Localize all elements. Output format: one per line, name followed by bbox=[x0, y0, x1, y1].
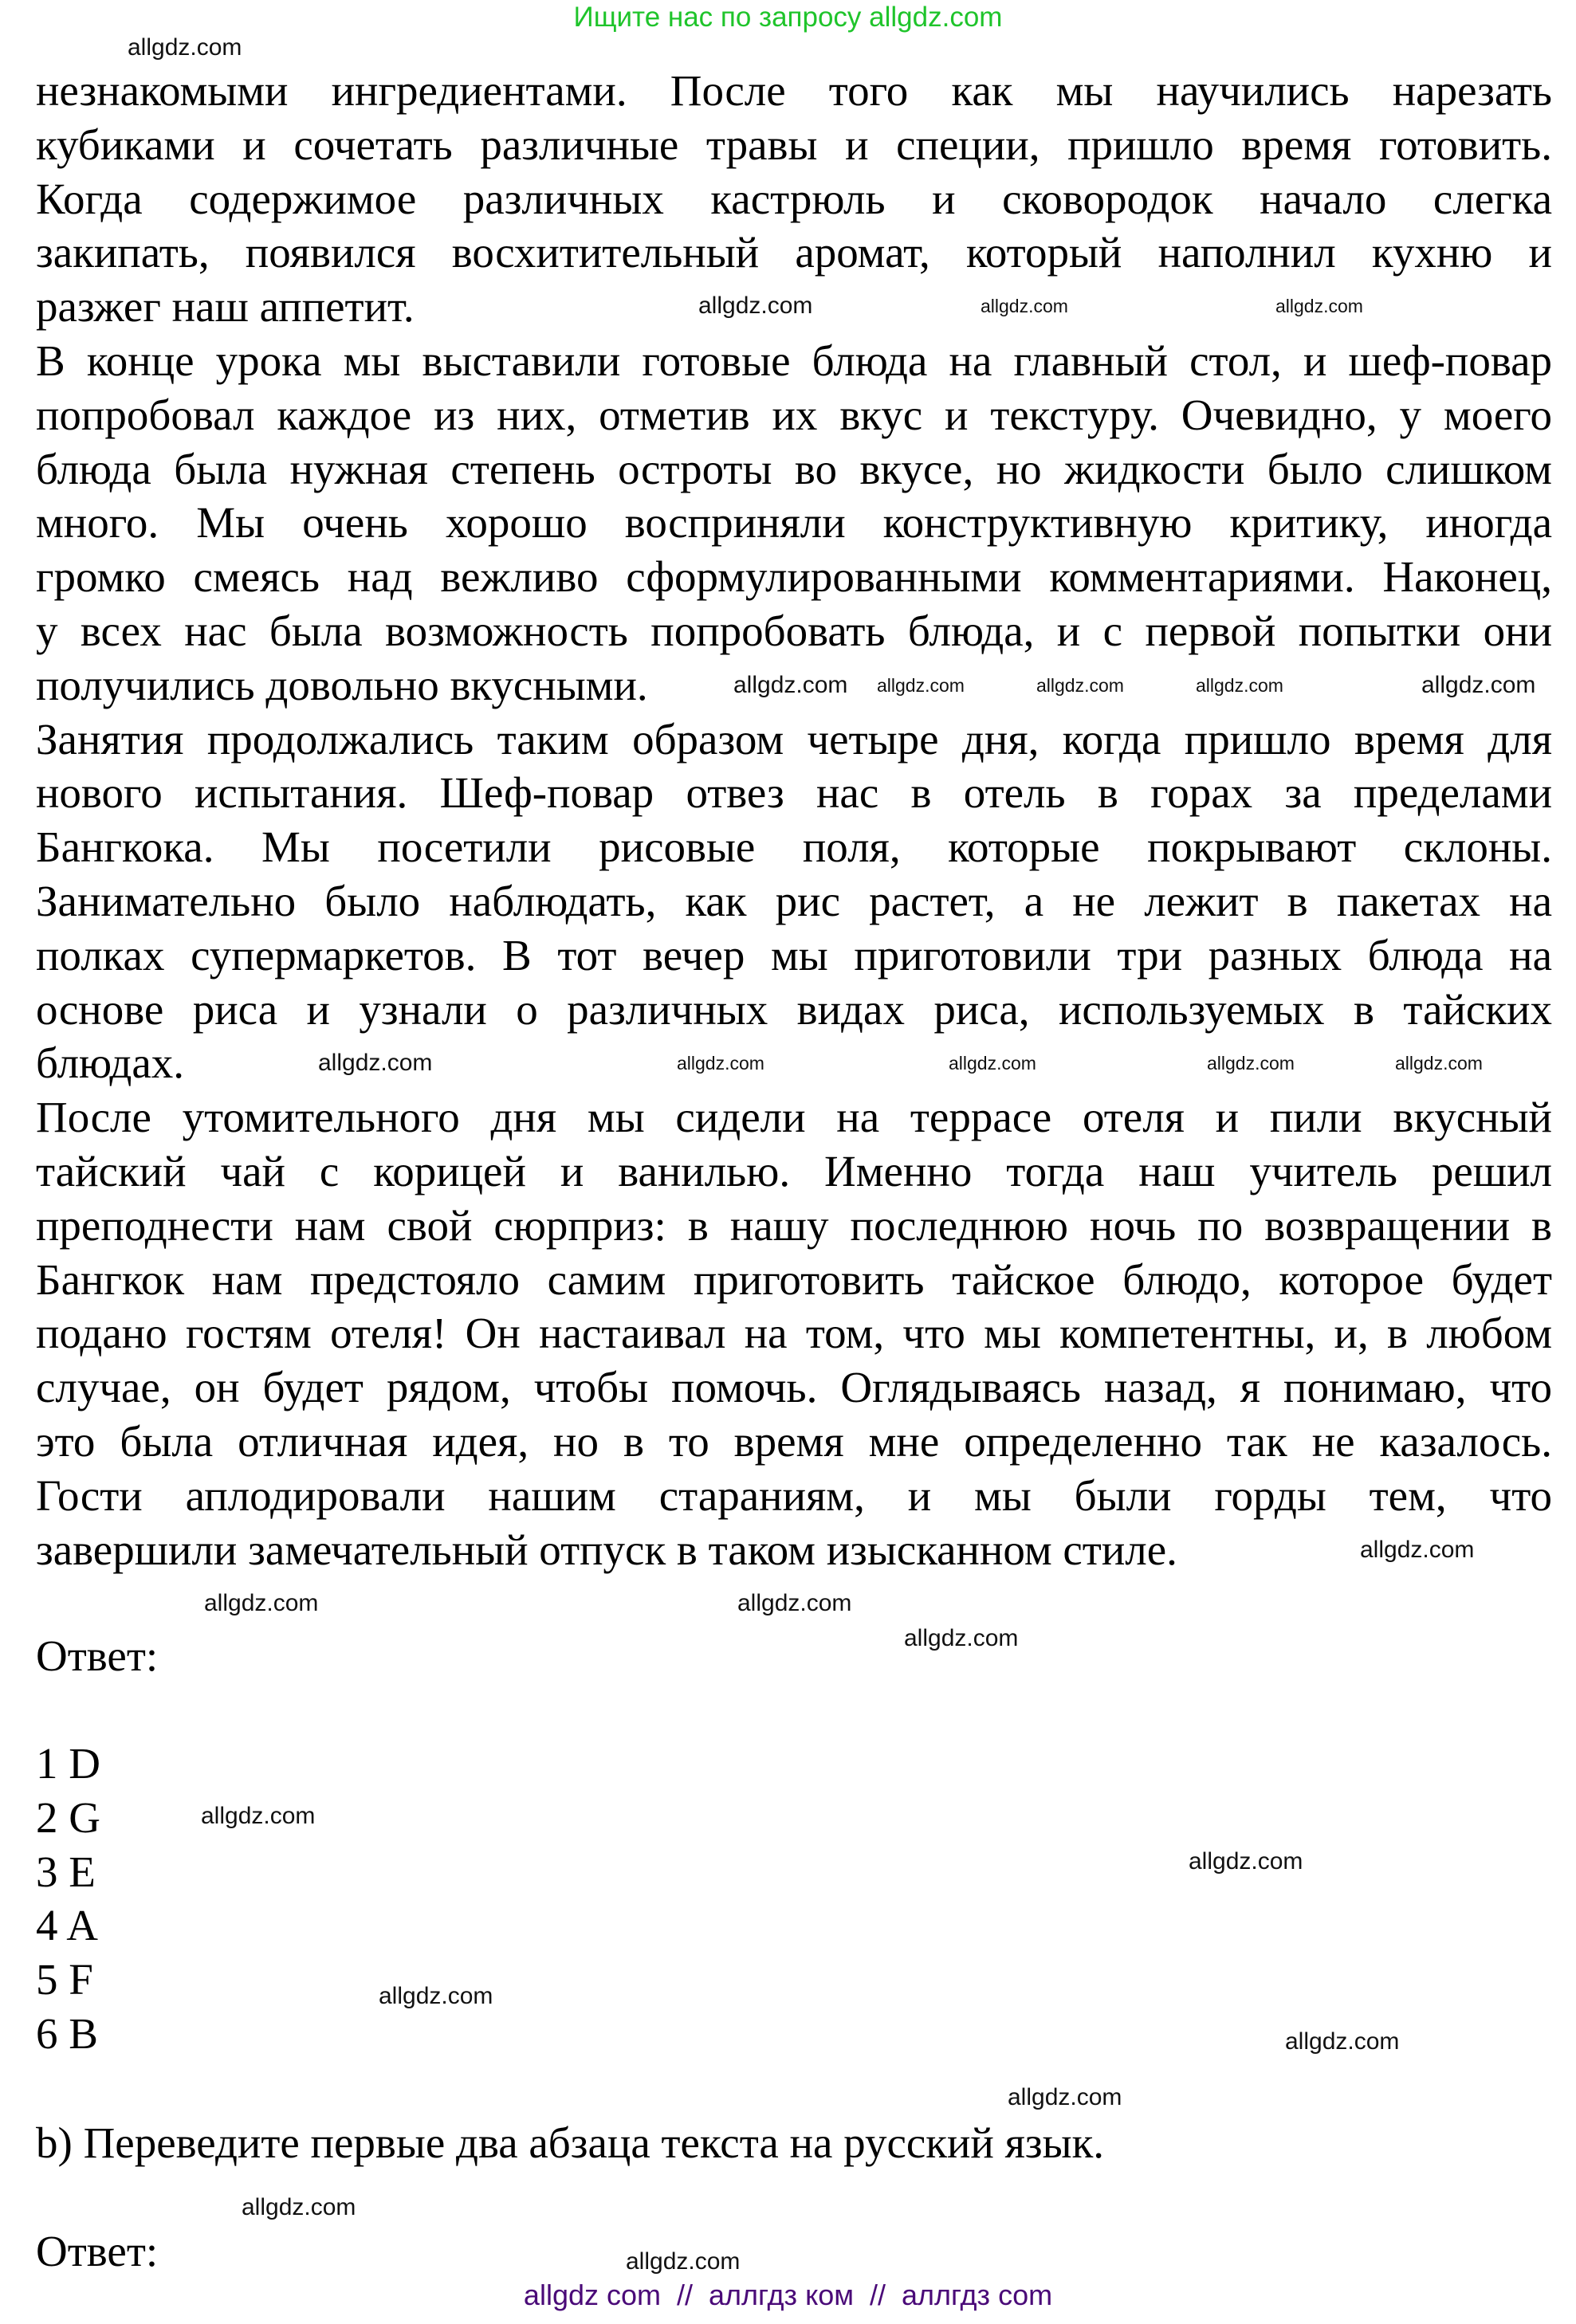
text-line: закипать, появился восхитительный аромат, который наполнил кухню и bbox=[36, 228, 1552, 277]
watermark: allgdz.com bbox=[1207, 1053, 1295, 1074]
watermark: allgdz.com bbox=[1008, 2084, 1122, 2110]
search-banner[interactable]: Ищите нас по запросу allgdz.com bbox=[573, 2, 1003, 33]
text-line: у всех нас была возможность попробовать блюда, и с первой попытки они bbox=[36, 606, 1552, 655]
text-line: В конце урока мы выставили готовые блюда на главный стол, и шеф-повар bbox=[36, 336, 1552, 385]
watermark: allgdz.com bbox=[204, 1590, 319, 1616]
watermark: allgdz.com bbox=[677, 1053, 764, 1074]
text-line: это была отличная идея, но в то время мне определенно так не казалось. bbox=[36, 1416, 1552, 1466]
text-line: блюда была нужная степень остроты во вкусе, но жидкости было слишком bbox=[36, 444, 1552, 493]
watermark: allgdz.com bbox=[201, 1803, 316, 1829]
answer-label-2: Ответ: bbox=[36, 2227, 159, 2275]
watermark: allgdz.com bbox=[904, 1625, 1019, 1651]
text-line: завершили замечательный отпуск в таком изысканном стиле. bbox=[36, 1525, 1177, 1574]
task-b-heading: b) Переведите первые два абзаца текста на русский язык. bbox=[36, 2118, 1105, 2167]
watermark: allgdz.com bbox=[1285, 2028, 1400, 2055]
text-line: полках супермаркетов. В тот вечер мы приготовили три разных блюда на bbox=[36, 930, 1552, 979]
text-line: получились довольно вкусными. bbox=[36, 660, 648, 709]
answer-6: 6 B bbox=[36, 2009, 98, 2058]
text-line: Когда содержимое различных кастрюль и сковородок начало слегка bbox=[36, 174, 1552, 223]
text-line: основе риса и узнали о различных видах риса, используемых в тайских bbox=[36, 984, 1552, 1034]
text-line: тайский чай с корицей и ванилью. Именно тогда наш учитель решил bbox=[36, 1146, 1552, 1195]
article-text bbox=[36, 64, 1552, 1576]
watermark: allgdz.com bbox=[877, 675, 965, 696]
watermark: allgdz.com bbox=[1196, 675, 1283, 696]
watermark: allgdz.com bbox=[949, 1053, 1036, 1074]
text-line: Занятия продолжались таким образом четыре дня, когда пришло время для bbox=[36, 714, 1552, 764]
text-line: Бангкок нам предстояло самим приготовить тайское блюдо, которое будет bbox=[36, 1254, 1552, 1304]
text-line: Занимательно было наблюдать, как рис растет, а не лежит в пакетах на bbox=[36, 876, 1552, 925]
answer-3: 3 E bbox=[36, 1847, 96, 1896]
watermark: allgdz.com bbox=[737, 1590, 852, 1616]
text-line: попробовал каждое из них, отметив их вкус и текстуру. Очевидно, у моего bbox=[36, 390, 1552, 439]
text-line: блюдах. bbox=[36, 1038, 185, 1088]
text-line: нового испытания. Шеф-повар отвез нас в отель в горах за пределами bbox=[36, 768, 1552, 818]
watermark: allgdz.com bbox=[1275, 296, 1363, 316]
watermark: allgdz.com bbox=[128, 34, 242, 61]
answer-1: 1 D bbox=[36, 1739, 100, 1788]
watermark: allgdz.com bbox=[1395, 1053, 1483, 1074]
watermark: allgdz.com bbox=[1189, 1848, 1303, 1875]
text-line: Бангкока. Мы посетили рисовые поля, которые покрывают склоны. bbox=[36, 822, 1552, 872]
watermark: allgdz.com bbox=[733, 672, 848, 698]
text-line: подано гостям отеля! Он настаивал на том, что мы компетентны, и, в любом bbox=[36, 1309, 1552, 1358]
watermark: allgdz.com bbox=[698, 292, 813, 319]
answer-2: 2 G bbox=[36, 1793, 100, 1842]
text-line: Гости аплодировали нашим стараниям, и мы были горды тем, что bbox=[36, 1470, 1552, 1520]
text-line: После утомительного дня мы сидели на террасе отеля и пили вкусный bbox=[36, 1093, 1552, 1142]
watermark: allgdz.com bbox=[1036, 675, 1124, 696]
text-line: громко смеясь над вежливо сформулированными комментариями. Наконец, bbox=[36, 552, 1552, 602]
answer-4: 4 A bbox=[36, 1901, 98, 1949]
text-line: разжег наш аппетит. bbox=[36, 282, 415, 332]
watermark: allgdz.com bbox=[1360, 1537, 1475, 1563]
watermark: allgdz.com bbox=[626, 2248, 741, 2275]
watermark: allgdz.com bbox=[1421, 672, 1536, 698]
footer-links[interactable]: allgdz com // аллгдз ком // аллгдз com bbox=[523, 2279, 1053, 2311]
text-line: незнакомыми ингредиентами. После того как мы научились нарезать bbox=[36, 66, 1552, 115]
watermark: allgdz.com bbox=[981, 296, 1068, 316]
watermark: allgdz.com bbox=[379, 1983, 493, 2009]
watermark: allgdz.com bbox=[242, 2194, 356, 2220]
text-line: много. Мы очень хорошо восприняли конструктивную критику, иногда bbox=[36, 498, 1552, 548]
text-line: случае, он будет рядом, чтобы помочь. Оглядываясь назад, я понимаю, что bbox=[36, 1363, 1552, 1412]
watermark: allgdz.com bbox=[318, 1050, 433, 1076]
text-line: преподнести нам свой сюрприз: в нашу последнюю ночь по возвращении в bbox=[36, 1200, 1552, 1250]
text-line: кубиками и сочетать различные травы и специи, пришло время готовить. bbox=[36, 120, 1552, 169]
answer-5: 5 F bbox=[36, 1955, 93, 2004]
answer-label: Ответ: bbox=[36, 1631, 159, 1680]
